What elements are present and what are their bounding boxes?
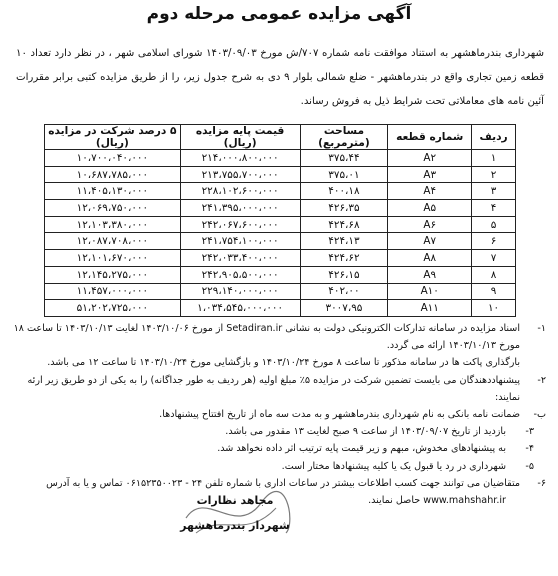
lots-table-header-row: [45, 125, 516, 150]
base-price-cell: ۲۴۲،۹۰۵،۵۰۰،۰۰۰: [180, 266, 300, 283]
condition-text: بازدید از تاریخ ۱۴۰۳/۰۹/۰۷ از ساعت ۹ صبح لغایت ۱۳ مقدور می باشد.: [225, 426, 506, 438]
lot-number-cell: A۶: [388, 216, 472, 233]
condition-item: [12, 440, 546, 457]
deposit-cell: ۱۱،۴۵۷،۰۰۰،۰۰۰: [45, 283, 181, 300]
condition-text: پیشنهاددهندگان می بایست تضمین شرکت در مزایده ۵٪ مبلغ اولیه (هر ردیف به طور جداگانه) را به یکی از دو طریق زیر ارئه نمایند:: [27, 374, 520, 403]
row-index-cell: ۱: [472, 150, 516, 167]
row-index-cell: ۸: [472, 266, 516, 283]
notice-intro: شهرداری بندرماهشهر به استناد موافقت نامه شماره ۷۰۷/ش مورخ ۱۴۰۳/۰۹/۰۳ شورای اسلامی شهر ، در نظر دارد تعداد ۱۰ قطعه زمین تجاری واقع در بندرماهشهر - ضلع شمالی بلوار ۹ دی به شرح جدول زیر، را از طریق مزایده کتبی برابر مقررات آئین نامه های معاملاتی تحت شرایط ذیل به فروش رساند.: [16, 48, 545, 107]
condition-number: ۴-: [525, 443, 534, 455]
area-cell: ۳۰۰۷،۹۵: [300, 300, 388, 317]
deposit-cell: ۱۲،۰۸۷،۷۰۸،۰۰۰: [45, 233, 181, 250]
area-cell: ۴۰۰،۱۸: [300, 183, 388, 200]
lot-number-cell: A۱۱: [388, 300, 472, 317]
lot-number-cell: A۴: [388, 183, 472, 200]
header-lot-number: شماره قطعه: [388, 125, 472, 150]
condition-text: شهرداری در رد یا قبول یک یا کلیه پیشنهادها مختار است.: [281, 460, 506, 472]
table-row: [45, 183, 516, 200]
table-row: [45, 216, 516, 233]
table-row: [45, 283, 516, 300]
condition-text: متقاضیان می توانند جهت کسب اطلاعات بیشتر در ساعات اداری با شماره تلفن ۲۴ - ۰۶۱۵۲۳۵۰۰۲۳ تماس و یا به آدرس: [46, 477, 520, 489]
deposit-cell: ۱۰،۷۰۰،۰۴۰،۰۰۰: [45, 150, 181, 167]
lot-number-cell: A۸: [388, 250, 472, 267]
condition-item: [12, 406, 546, 423]
header-base-price: قیمت پایه مزایده (ریال): [180, 125, 300, 150]
deposit-cell: ۱۲،۱۰۳،۳۸۰،۰۰۰: [45, 216, 181, 233]
base-price-cell: ۲۲۹،۱۴۰،۰۰۰،۰۰۰: [180, 283, 300, 300]
header-deposit: ۵ درصد شرکت در مزایده (ریال): [45, 125, 181, 150]
row-index-cell: ۹: [472, 283, 516, 300]
condition-number: ۶-: [537, 477, 546, 489]
lot-number-cell: A۵: [388, 200, 472, 217]
deposit-cell: ۱۲،۰۶۹،۷۵۰،۰۰۰: [45, 200, 181, 217]
notice-title: آگهی مزایده عمومی مرحله دوم: [146, 4, 412, 24]
deposit-cell: ۵۱،۲۰۲،۷۲۵،۰۰۰: [45, 300, 181, 317]
row-index-cell: ۳: [472, 183, 516, 200]
deposit-cell: ۱۱،۴۰۵،۱۳۰،۰۰۰: [45, 183, 181, 200]
base-price-cell: ۲۴۱،۳۹۵،۰۰۰،۰۰۰: [180, 200, 300, 217]
table-row: [45, 200, 516, 217]
row-index-cell: ۴: [472, 200, 516, 217]
header-index: ردیف: [472, 125, 516, 150]
base-price-cell: ۲۴۱،۷۵۴،۱۰۰،۰۰۰: [180, 233, 300, 250]
notice-conditions: [12, 320, 546, 509]
condition-item: [12, 354, 546, 371]
area-cell: ۴۰۲،۰۰: [300, 283, 388, 300]
condition-text: بارگذاری پاکت ها در سامانه مذکور تا ساعت ۸ مورخ ۱۴۰۳/۱۰/۲۴ و بازگشایی مورخ ۱۴۰۳/۱۰/۲۴ تا ساعت ۱۲ می باشد.: [47, 357, 520, 369]
row-index-cell: ۱۰: [472, 300, 516, 317]
row-index-cell: ۷: [472, 250, 516, 267]
condition-text: اسناد مزایده در سامانه تدارکات الکترونیکی دولت به نشانی Setadiran.ir از مورخ ۱۴۰۳/۱۰/۰۶ لغایت ۱۴۰۳/۱۰/۱۳ تا ساعت ۱۸ مورخ ۱۴۰۳/۱۰/۱۳ ارائه می گردد.: [13, 323, 520, 352]
base-price-cell: ۱،۰۳۴،۵۴۵،۰۰۰،۰۰۰: [180, 300, 300, 317]
area-cell: ۴۲۴،۶۲: [300, 250, 388, 267]
base-price-cell: ۲۱۳،۷۵۵،۷۰۰،۰۰۰: [180, 166, 300, 183]
lot-number-cell: A۱۰: [388, 283, 472, 300]
lot-number-cell: A۳: [388, 166, 472, 183]
condition-text: www.mahshahr.ir حاصل نمایند.: [368, 495, 506, 507]
condition-number: ۵-: [525, 460, 534, 472]
lots-table-body: [45, 150, 516, 317]
signature-block: [180, 488, 290, 538]
table-row: [45, 266, 516, 283]
deposit-cell: ۱۲،۱۰۱،۶۷۰،۰۰۰: [45, 250, 181, 267]
header-area: مساحت (مترمربع): [300, 125, 388, 150]
area-cell: ۳۷۵،۰۱: [300, 166, 388, 183]
condition-number: ۱-: [537, 323, 546, 334]
condition-number: ۳-: [525, 426, 534, 438]
base-price-cell: ۲۴۲،۰۶۷،۶۰۰،۰۰۰: [180, 216, 300, 233]
condition-item: [12, 458, 546, 475]
condition-text: به پیشنهادهای مخدوش، مبهم و زیر قیمت پایه ترتیب اثر داده نخواهد شد.: [217, 443, 506, 455]
lot-number-cell: A۲: [388, 150, 472, 167]
deposit-cell: ۱۲،۱۴۵،۲۷۵،۰۰۰: [45, 266, 181, 283]
area-cell: ۴۲۶،۱۵: [300, 266, 388, 283]
condition-text: ضمانت نامه بانکی به نام شهرداری بندرماهشهر و به مدت سه ماه از تاریخ افتتاح پیشنهادها.: [159, 409, 520, 421]
base-price-cell: ۲۲۸،۱۰۲،۶۰۰،۰۰۰: [180, 183, 300, 200]
lot-number-cell: A۷: [388, 233, 472, 250]
area-cell: ۳۷۵،۴۴: [300, 150, 388, 167]
condition-item: [12, 320, 546, 354]
table-row: [45, 300, 516, 317]
row-index-cell: ۲: [472, 166, 516, 183]
base-price-cell: ۲۴۲،۰۳۳،۴۰۰،۰۰۰: [180, 250, 300, 267]
row-index-cell: ۶: [472, 233, 516, 250]
signatory-name: مجاهد نظارات: [196, 494, 274, 507]
row-index-cell: ۵: [472, 216, 516, 233]
condition-number: ب-: [533, 409, 546, 421]
lots-table: [44, 124, 516, 317]
table-row: [45, 233, 516, 250]
table-row: [45, 166, 516, 183]
deposit-cell: ۱۰،۶۸۷،۷۸۵،۰۰۰: [45, 166, 181, 183]
signatory-title: شهردار بندرماهشهر: [180, 519, 290, 532]
area-cell: ۴۲۴،۶۸: [300, 216, 388, 233]
area-cell: ۴۲۴،۱۳: [300, 233, 388, 250]
area-cell: ۴۲۶،۳۵: [300, 200, 388, 217]
table-row: [45, 150, 516, 167]
base-price-cell: ۲۱۴،۰۰۰،۸۰۰،۰۰۰: [180, 150, 300, 167]
condition-number: ۲-: [537, 374, 546, 386]
table-row: [45, 250, 516, 267]
condition-item: [12, 372, 546, 406]
condition-item: [12, 423, 546, 440]
lot-number-cell: A۹: [388, 266, 472, 283]
